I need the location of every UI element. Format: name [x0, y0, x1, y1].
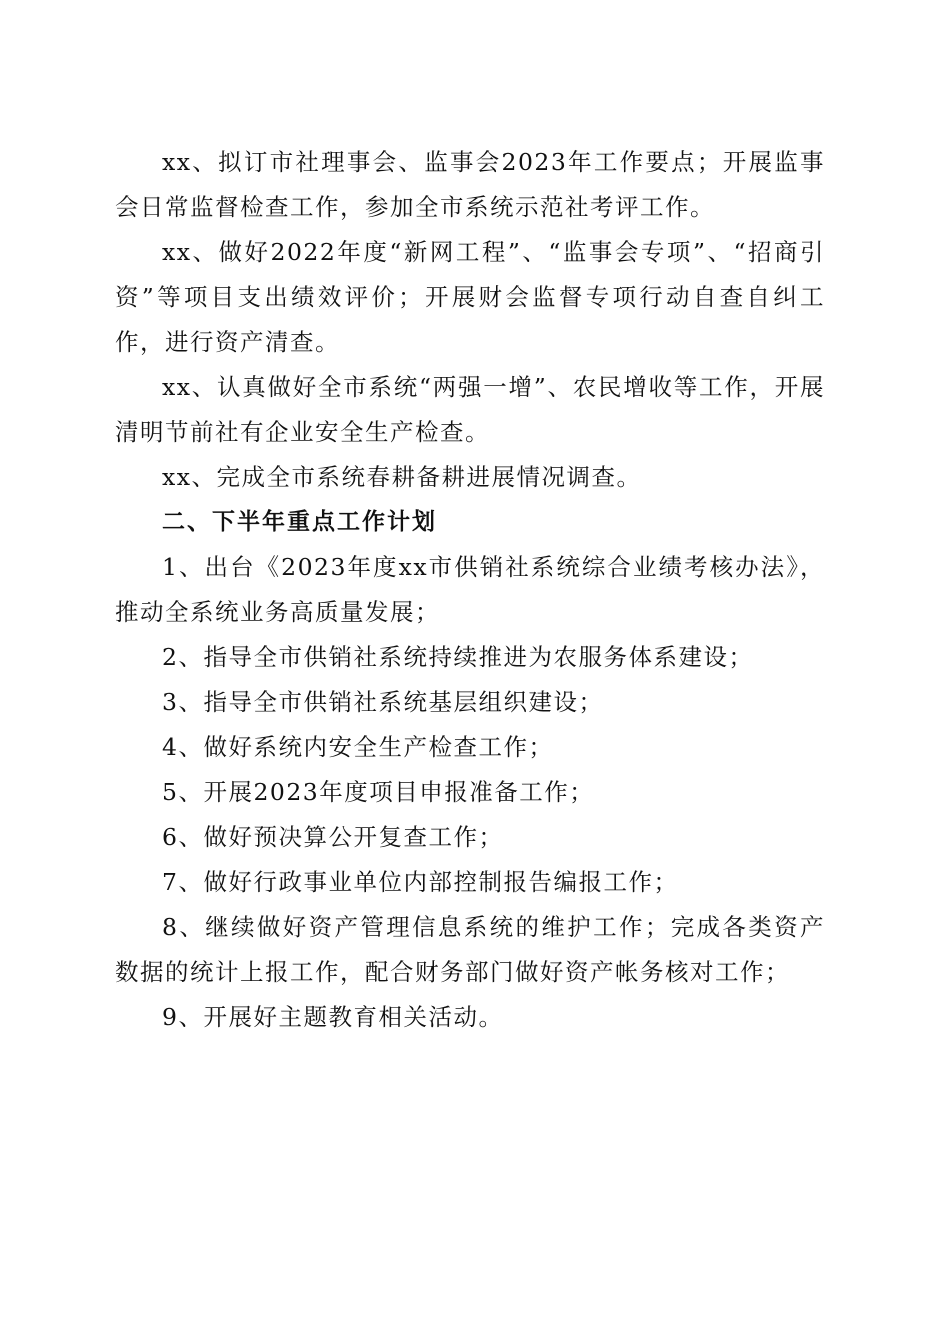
plan-item-1: 1、出台《2023年度xx市供销社系统综合业绩考核办法》，推动全系统业务高质量发展； — [115, 553, 825, 626]
plan-item-4: 4、做好系统内安全生产检查工作； — [162, 733, 554, 761]
plan-item-6: 6、做好预决算公开复查工作； — [162, 823, 504, 851]
plan-item-3: 3、指导全市供销社系统基层组织建设； — [162, 688, 604, 716]
plan-item-2: 2、指导全市供销社系统持续推进为农服务体系建设； — [162, 643, 754, 671]
paragraph-first-half-4: xx、完成全市系统春耕备耕进展情况调查。 — [162, 463, 642, 491]
paragraph-first-half-2: xx、做好2022年度“新网工程”、“监事会专项”、“招商引资”等项目支出绩效评价；开展财会监督专项行动自查自纠工作，进行资产清查。 — [115, 238, 825, 356]
plan-item-9: 9、开展好主题教育相关活动。 — [162, 1003, 504, 1031]
paragraph-first-half-1: xx、拟订市社理事会、监事会2023年工作要点；开展监事会日常监督检查工作，参加全市系统示范社考评工作。 — [115, 148, 825, 221]
plan-item-7: 7、做好行政事业单位内部控制报告编报工作； — [162, 868, 679, 896]
section-heading: 二、下半年重点工作计划 — [162, 509, 437, 535]
plan-item-5: 5、开展2023年度项目申报准备工作； — [162, 778, 595, 806]
paragraph-first-half-3: xx、认真做好全市系统“两强一增”、农民增收等工作，开展清明节前社有企业安全生产检查。 — [115, 373, 825, 446]
plan-item-8: 8、继续做好资产管理信息系统的维护工作；完成各类资产数据的统计上报工作，配合财务部门做好资产帐务核对工作； — [115, 913, 825, 986]
document-body — [115, 140, 825, 1040]
